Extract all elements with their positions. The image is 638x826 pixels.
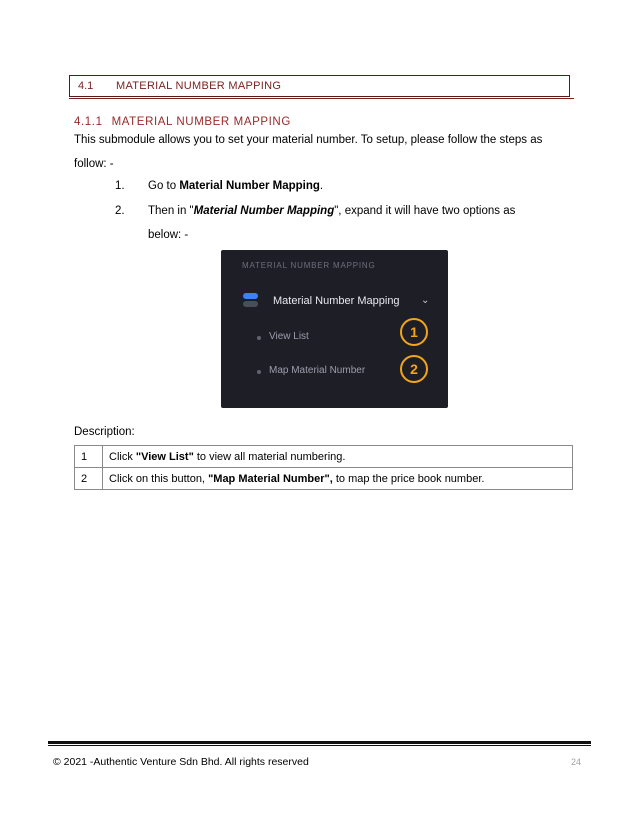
step-1-suffix: . [319, 180, 324, 192]
step-1-number: 1. [115, 180, 125, 192]
row-text: Click "View List" to view all material numbering. [103, 446, 573, 468]
subsection-heading [74, 116, 291, 128]
menu-screenshot [221, 250, 448, 408]
section-number: 4.1 [78, 80, 94, 92]
table-row [75, 446, 573, 468]
menu-group-header: MATERIAL NUMBER MAPPING [242, 261, 376, 270]
footer-copyright: © 2021 -Authentic Venture Sdn Bhd. All rights reserved [53, 756, 309, 768]
callout-badge-2: 2 [400, 355, 428, 383]
subsection-number: 4.1.1 [74, 116, 103, 128]
table-row [75, 468, 573, 490]
row-text: Click on this button, "Map Material Number", to map the price book number. [103, 468, 573, 490]
step-2-suffix: ", expand it will have two options as [334, 205, 516, 217]
step-1-bold: Material Number Mapping [179, 180, 320, 192]
description-label: Description: [74, 426, 135, 438]
page-number: 24 [571, 757, 582, 767]
intro-line-2: follow: - [74, 158, 114, 170]
footer-rule [48, 741, 591, 744]
section-title: MATERIAL NUMBER MAPPING [116, 80, 282, 92]
step-2-text [148, 205, 515, 217]
menu-item-material-number-mapping[interactable]: Material Number Mapping [273, 295, 400, 307]
submenu-item-view-list[interactable]: View List [269, 331, 309, 342]
intro-line-1: This submodule allows you to set your material number. To setup, please follow the steps as [74, 134, 543, 146]
step-2-number: 2. [115, 205, 125, 217]
section-heading-box [69, 75, 570, 97]
step-1-prefix: Go to [148, 180, 180, 192]
bullet-dot-icon [257, 336, 261, 340]
row-number: 1 [75, 446, 103, 468]
description-table [74, 445, 573, 490]
callout-badge-1: 1 [400, 318, 428, 346]
footer-rule-thin [48, 745, 591, 746]
step-2-prefix: Then in " [148, 205, 194, 217]
row-number: 2 [75, 468, 103, 490]
submenu-item-map-material-number[interactable]: Map Material Number [269, 365, 366, 376]
chevron-down-icon: ⌄ [421, 295, 430, 306]
step-2-bold: Material Number Mapping [193, 205, 335, 217]
step-1-text [148, 180, 323, 192]
bullet-dot-icon [257, 370, 261, 374]
toggle-icon [243, 293, 258, 307]
subsection-title: MATERIAL NUMBER MAPPING [111, 116, 291, 128]
step-2-line-2: below: - [148, 229, 189, 241]
section-rule [69, 98, 574, 99]
